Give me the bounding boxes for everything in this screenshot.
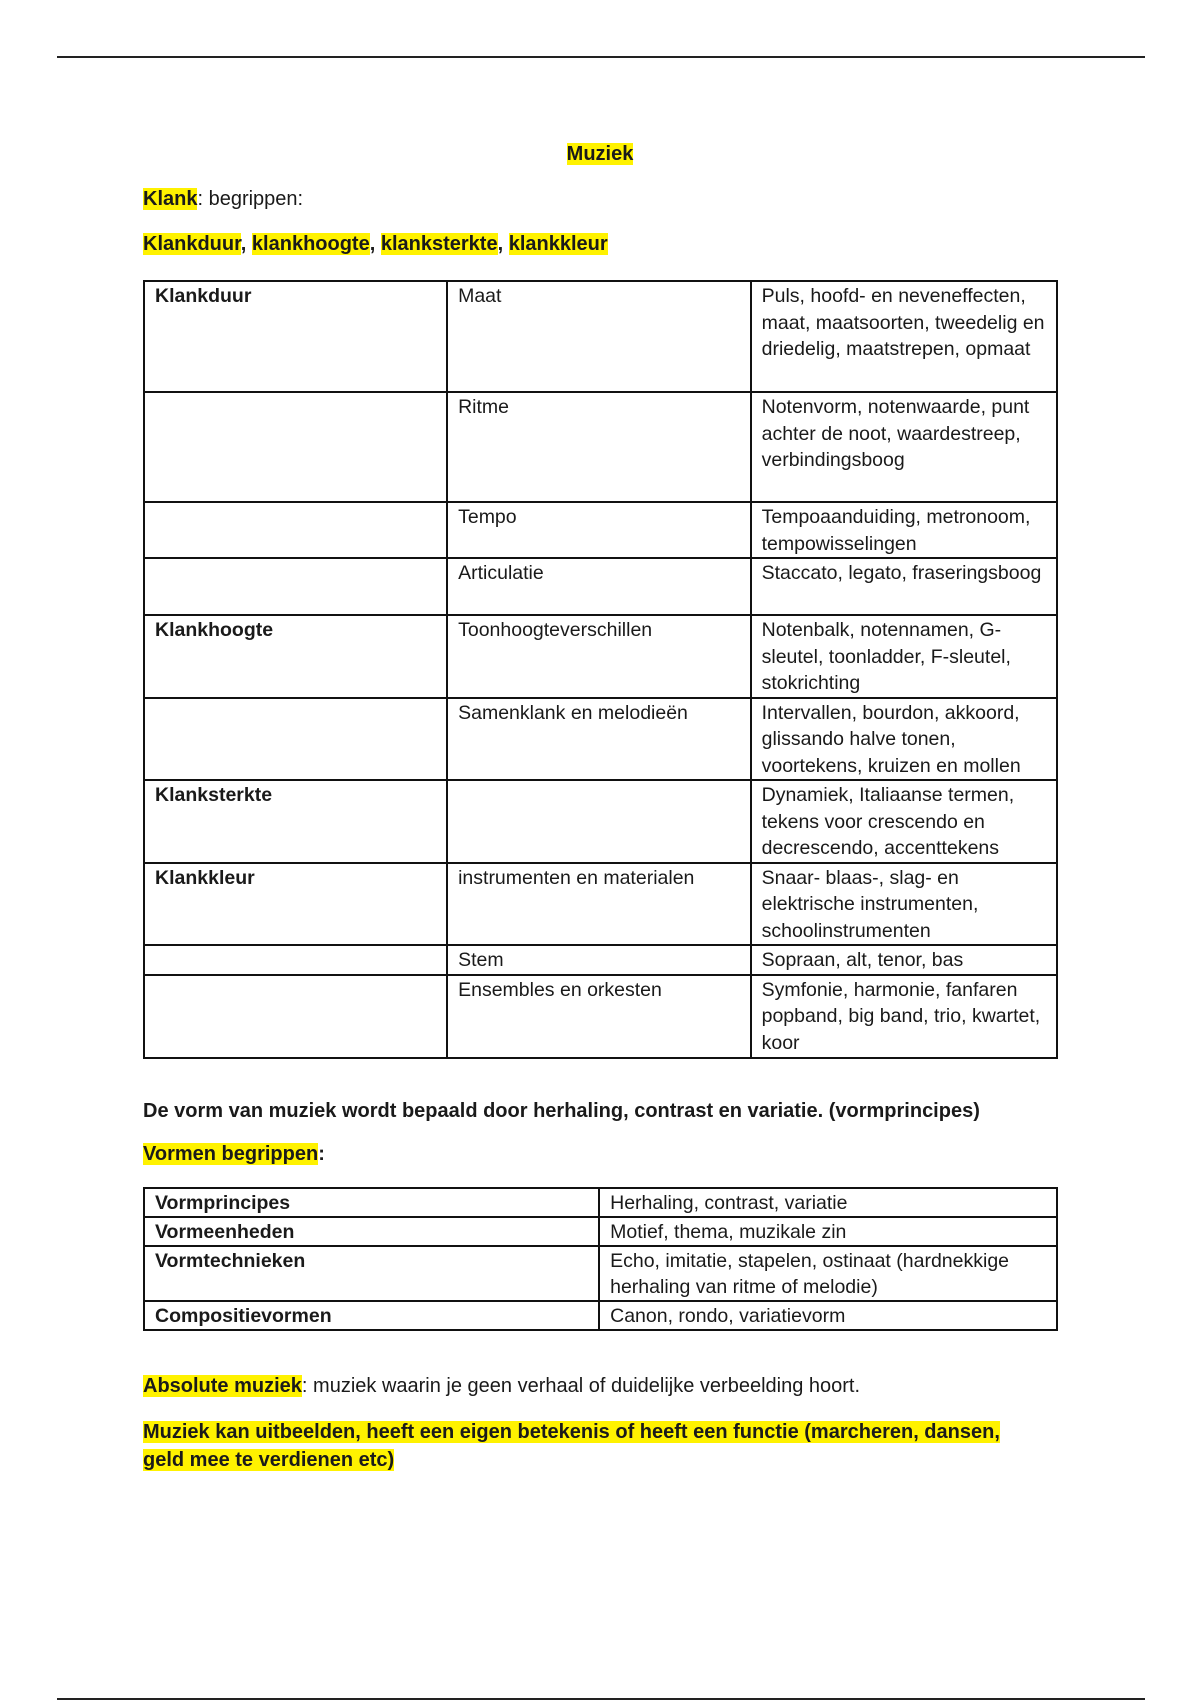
table-row <box>144 1301 1057 1330</box>
klank-topic-cell: Ritme <box>447 392 751 502</box>
table-row <box>144 502 1057 558</box>
vorm-term-cell: Vormtechnieken <box>144 1246 599 1301</box>
vorm-definition-cell: Herhaling, contrast, variatie <box>599 1188 1057 1217</box>
table-row <box>144 392 1057 502</box>
vormen-intro: Vormen begrippen: <box>143 1143 325 1165</box>
klank-topic-cell: instrumenten en materialen <box>447 863 751 946</box>
table-row <box>144 698 1057 781</box>
vorm-table <box>143 1187 1058 1331</box>
klank-aspect-cell <box>144 392 447 502</box>
klank-concepts-cell: Sopraan, alt, tenor, bas <box>751 945 1057 975</box>
klank-topic-cell: Articulatie <box>447 558 751 615</box>
klank-topic-cell: Toonhoogteverschillen <box>447 615 751 698</box>
table-row <box>144 780 1057 863</box>
vorm-definition-cell: Canon, rondo, variatievorm <box>599 1301 1057 1330</box>
vorm-sentence: De vorm van muziek wordt bepaald door herhaling, contrast en variatie. (vormprincipes) <box>143 1100 980 1122</box>
klank-table <box>143 280 1058 1059</box>
table-row <box>144 1246 1057 1301</box>
vorm-definition-cell: Echo, imitatie, stapelen, ostinaat (hardnekkige herhaling van ritme of melodie) <box>599 1246 1057 1301</box>
klank-aspect-cell: Klankkleur <box>144 863 447 946</box>
klank-aspect-cell: Klanksterkte <box>144 780 447 863</box>
page-title: Muziek <box>566 143 634 165</box>
klank-aspect-cell: Klankduur <box>144 281 447 392</box>
klank-concepts-cell: Intervallen, bourdon, akkoord, glissando halve tonen, voortekens, kruizen en mollen <box>751 698 1057 781</box>
table-row <box>144 945 1057 975</box>
closing-statement: Muziek kan uitbeelden, heeft een eigen betekenis of heeft een functie (marcheren, dansen, geld mee te verdienen etc) <box>143 1421 1000 1471</box>
klank-topic-cell <box>447 780 751 863</box>
klank-concepts-cell: Symfonie, harmonie, fanfaren popband, big band, trio, kwartet, koor <box>751 975 1057 1058</box>
vorm-term-cell: Vormeenheden <box>144 1217 599 1246</box>
table-row <box>144 281 1057 392</box>
table-row <box>144 863 1057 946</box>
klank-topic-cell: Stem <box>447 945 751 975</box>
klank-concepts-cell: Notenvorm, notenwaarde, punt achter de noot, waardestreep, verbindingsboog <box>751 392 1057 502</box>
klank-topic-cell: Samenklank en melodieën <box>447 698 751 781</box>
klank-aspect-cell <box>144 945 447 975</box>
table-row <box>144 1188 1057 1217</box>
klank-concepts-cell: Tempoaanduiding, metronoom, tempowisselingen <box>751 502 1057 558</box>
klank-topic-cell: Tempo <box>447 502 751 558</box>
klank-concepts-cell: Puls, hoofd- en neveneffecten, maat, maatsoorten, tweedelig en driedelig, maatstrepen, opmaat <box>751 281 1057 392</box>
table-row <box>144 975 1057 1058</box>
absolute-muziek: Absolute muziek: muziek waarin je geen verhaal of duidelijke verbeelding hoort. <box>143 1375 861 1397</box>
klank-aspect-cell <box>144 558 447 615</box>
table-row <box>144 558 1057 615</box>
vorm-definition-cell: Motief, thema, muzikale zin <box>599 1217 1057 1246</box>
klank-aspect-cell <box>144 975 447 1058</box>
klank-concepts-cell: Staccato, legato, fraseringsboog <box>751 558 1057 615</box>
klank-label: Klank <box>143 188 198 210</box>
klank-topic-cell: Ensembles en orkesten <box>447 975 751 1058</box>
absolute-label: Absolute muziek <box>143 1375 302 1397</box>
header-rule <box>57 56 1145 58</box>
table-row <box>144 1217 1057 1246</box>
klank-aspect-cell <box>144 502 447 558</box>
klank-terms: Klankduur, klankhoogte, klanksterkte, klankkleur <box>143 233 608 255</box>
vormen-label: Vormen begrippen <box>143 1143 319 1165</box>
vorm-term-cell: Compositievormen <box>144 1301 599 1330</box>
klank-concepts-cell: Snaar- blaas-, slag- en elektrische instrumenten, schoolinstrumenten <box>751 863 1057 946</box>
klank-aspect-cell <box>144 698 447 781</box>
klank-concepts-cell: Dynamiek, Italiaanse termen, tekens voor crescendo en decrescendo, accenttekens <box>751 780 1057 863</box>
klank-aspect-cell: Klankhoogte <box>144 615 447 698</box>
table-row <box>144 615 1057 698</box>
klank-concepts-cell: Notenbalk, notennamen, G-sleutel, toonladder, F-sleutel, stokrichting <box>751 615 1057 698</box>
vorm-term-cell: Vormprincipes <box>144 1188 599 1217</box>
klank-intro: Klank: begrippen: <box>143 188 304 210</box>
klank-topic-cell: Maat <box>447 281 751 392</box>
